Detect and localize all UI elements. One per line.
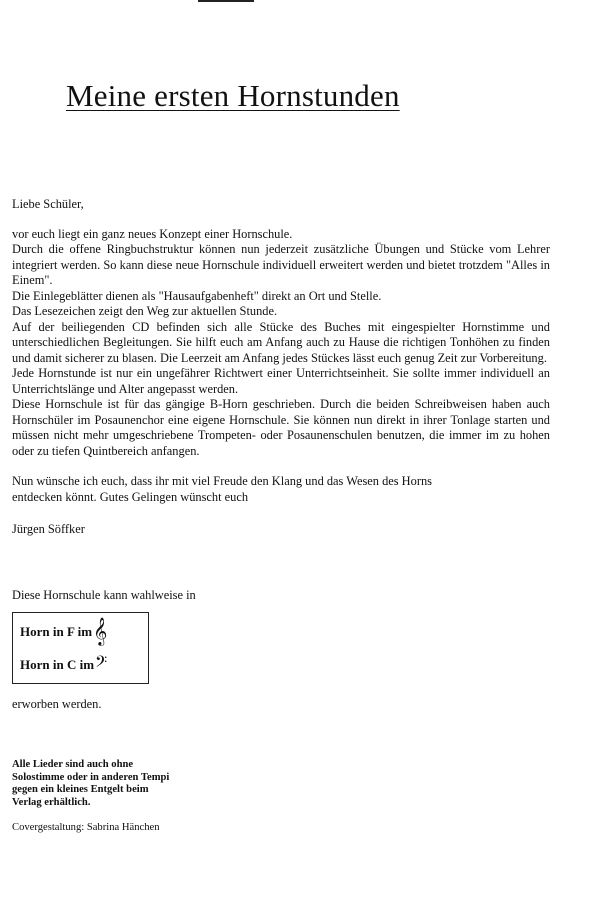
letter-paragraph-bflat-horn: Diese Hornschule ist für das gängige B-Horn geschrieben. Durch die beiden Schreibweisen haben auch Hornschüler im Posaunenchor eine eigene Hornschule. Sie können nun direkt in ihrer Tonlage starten und müssen nicht mehr umgeschriebene Trompeten- oder Posaunenschulen benutzen, die immer im zu hohen oder zu tiefen Quintbereich anfangen. bbox=[12, 397, 550, 458]
letter-greeting: Liebe Schüler, bbox=[12, 197, 84, 211]
version-box bbox=[12, 612, 149, 684]
letter-paragraph-ringbinder: Durch die offene Ringbuchstruktur können nun jederzeit zusätzliche Übungen und Stücke vom Lehrer integriert werden. So kann diese neue Hornschule individuell erweitert werden und bietet trotzdem "Alles in Einem". bbox=[12, 242, 550, 287]
letter-signature: Jürgen Söffker bbox=[12, 522, 85, 536]
availability-intro: Diese Hornschule kann wahlweise in bbox=[12, 588, 196, 602]
treble-clef-icon: 𝄞 bbox=[93, 619, 108, 645]
page-title: Meine ersten Hornstunden bbox=[66, 78, 400, 113]
availability-outro: erworben werden. bbox=[12, 697, 102, 711]
letter-body bbox=[12, 197, 550, 538]
letter-paragraph-intro: vor euch liegt ein ganz neues Konzept einer Hornschule. bbox=[12, 226, 293, 241]
version-horn-in-c bbox=[20, 654, 108, 675]
bass-clef-icon: 𝄢 bbox=[95, 654, 108, 675]
letter-paragraph-bookmark: Das Lesezeichen zeigt den Weg zur aktuellen Stunde. bbox=[12, 304, 278, 318]
letter-closing-line-1: Nun wünsche ich euch, dass ihr mit viel Freude den Klang und das Wesen des Horns bbox=[12, 474, 432, 488]
letter-paragraph-inserts: Die Einlegeblätter dienen als "Hausaufgabenheft" direkt an Ort und Stelle. bbox=[12, 288, 382, 303]
lyrics-note-line: Verlag erhältlich. bbox=[12, 796, 91, 808]
cover-credit: Covergestaltung: Sabrina Hänchen bbox=[12, 822, 160, 833]
letter-paragraph-lesson: Jede Hornstunde ist nur ein ungefährer Richtwert einer Unterrichtseinheit. Sie sollte immer individuell an Unterrichtslänge und Alter angepasst werden. bbox=[12, 366, 550, 396]
letter-paragraph-cd: Auf der beiliegenden CD befinden sich alle Stücke des Buches mit eingespielter Hornstimme und unterschiedlichen Begleitungen. Sie hilft euch am Anfang auch zu Hause die richtigen Tonhöhen zu finden und damit sicherer zu blasen. Die Leerzeit am Anfang jedes Stückes lässt euch genug Zeit zur Vorbereitung. bbox=[12, 319, 550, 365]
version-label: Horn in F im bbox=[20, 624, 93, 639]
letter-closing-line-2: entdecken könnt. Gutes Gelingen wünscht euch bbox=[12, 489, 249, 504]
lyrics-note-line: Solostimme oder in anderen Tempi bbox=[12, 771, 170, 783]
lyrics-note-line: Alle Lieder sind auch ohne bbox=[12, 759, 134, 770]
top-edge-mark bbox=[198, 0, 254, 2]
lyrics-note-line: gegen ein kleines Entgelt beim bbox=[12, 784, 149, 796]
version-horn-in-f bbox=[20, 619, 108, 645]
lyrics-note bbox=[12, 759, 169, 809]
version-label: Horn in C im bbox=[20, 657, 95, 672]
